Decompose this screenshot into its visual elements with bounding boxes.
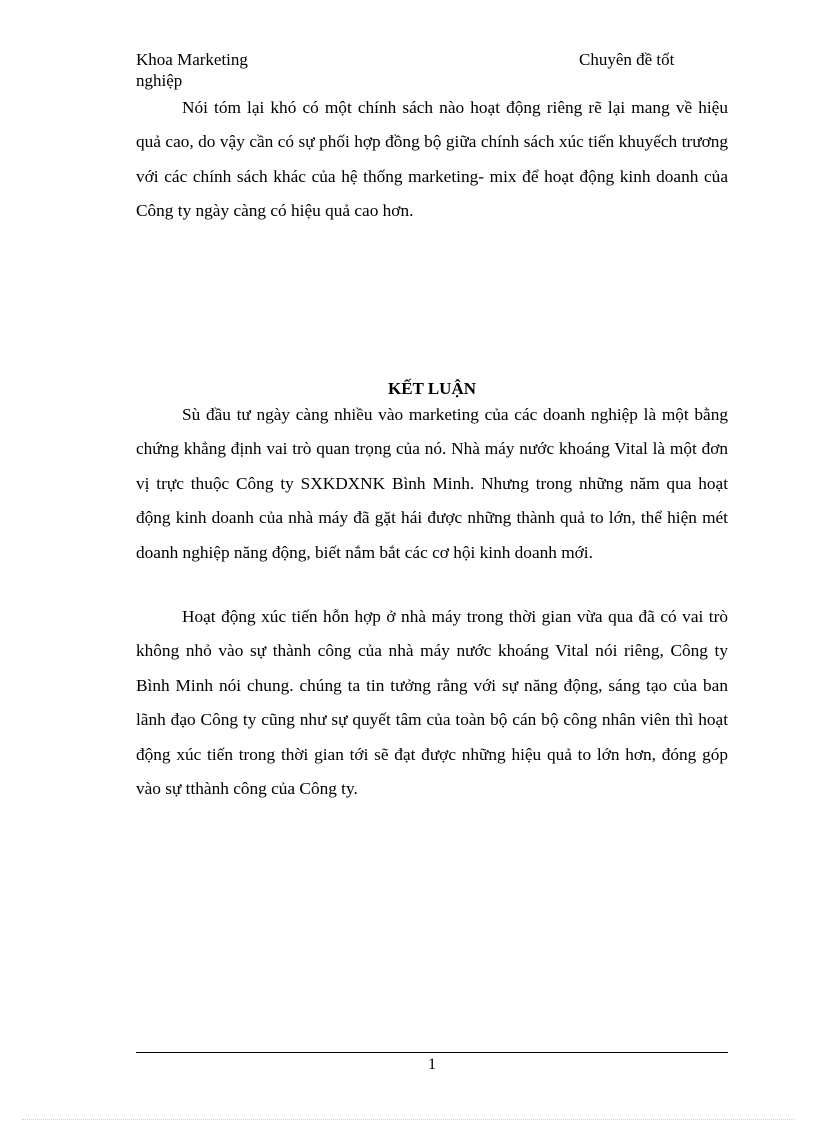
section-heading: KẾT LUẬN: [387, 379, 476, 398]
header-report-type-continued: nghiệp: [136, 71, 183, 90]
header-faculty: Khoa Marketing: [136, 50, 248, 69]
footer-divider: [136, 1052, 728, 1053]
header-report-type: Chuyên đề tốt: [579, 50, 675, 69]
conclusion-paragraph-1: Sù đầu tư ngày càng nhiều vào marketing của các doanh nghiệp là một bằng chứng khẳng định vai trò quan trọng của nó. Nhà máy nước khoáng Vital là một đơn vị trực thuộc Công ty SXKDXNK Bình Minh. Nhưng trong những năm qua hoạt động kinh doanh của nhà máy đã gặt hái được những thành quả to lớn, thể hiện mét doanh nghiệp năng động, biết nắm bắt các cơ hội kinh doanh mới.: [136, 405, 728, 562]
intro-paragraph: Nói tóm lại khó có một chính sách nào hoạt động riêng rẽ lại mang về hiệu quả cao, do vậy cần có sự phối hợp đồng bộ giữa chính sách xúc tiến khuyếch trương với các chính sách khác của hệ thống marketing- mix để hoạt động kinh doanh của Công ty ngày càng có hiệu quả cao hơn.: [136, 98, 728, 221]
conclusion-paragraph-2: Hoạt động xúc tiến hỗn hợp ở nhà máy trong thời gian vừa qua đã có vai trò không nhỏ vào sự thành công của nhà máy nước khoáng Vital nói riêng, Công ty Bình Minh nói chung. chúng ta tin tưởng rằng với sự năng động, sáng tạo của ban lãnh đạo Công ty cũng như sự quyết tâm của toàn bộ cán bộ công nhân viên thì hoạt động xúc tiến trong thời gian tới sẽ đạt được những hiệu quả to lớn hơn, đóng góp vào sự tthành công của Công ty.: [136, 607, 728, 799]
page-number: 1: [428, 1056, 436, 1073]
page-bottom-edge: [22, 1119, 794, 1120]
